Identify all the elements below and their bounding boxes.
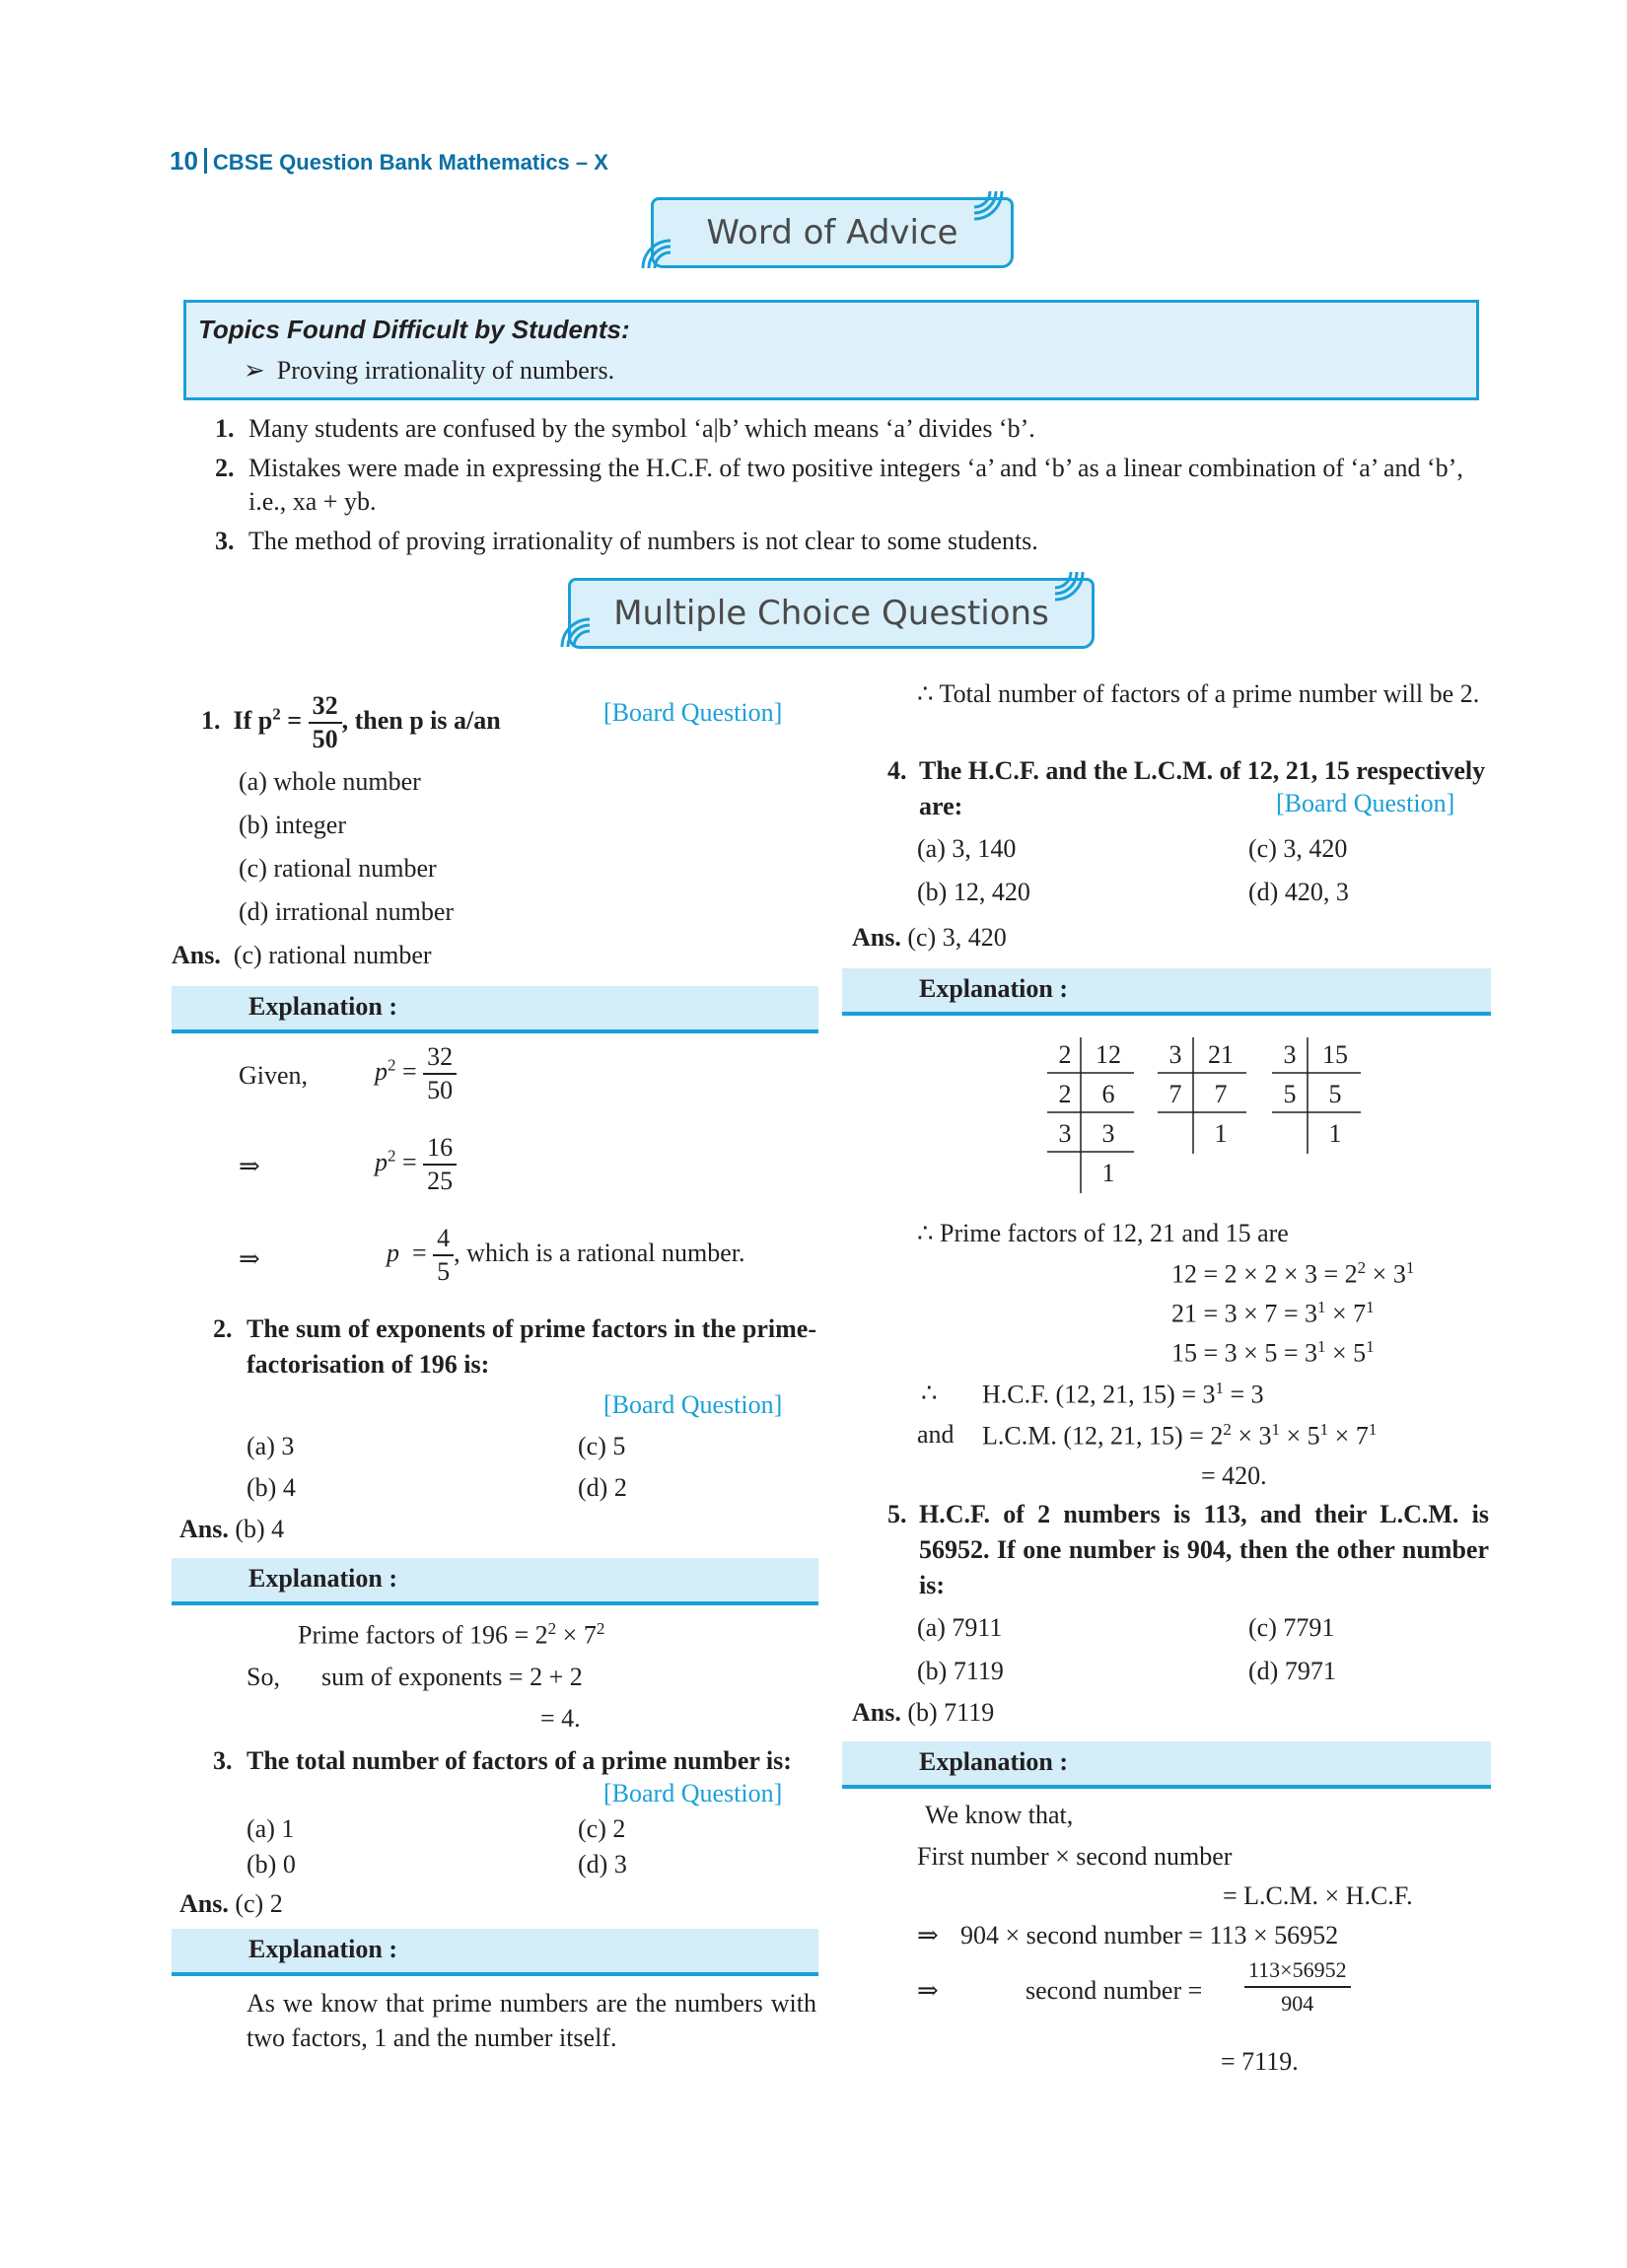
wave-arc-icon	[966, 187, 1006, 227]
option: (c) 5	[578, 1432, 626, 1460]
expl-line: L.C.M. (12, 21, $15) = 2^2 \times 3^1 \times 5^1 \times 7^1$	[982, 1420, 1378, 1451]
expl-line: Prime factors of $196 = 2^2 \times 7^2$	[298, 1619, 605, 1650]
option: (a) 3	[247, 1432, 295, 1460]
div-cell: 1	[1328, 1119, 1342, 1148]
option: (c) rational number	[239, 854, 437, 883]
option: (d) 2	[578, 1473, 627, 1502]
div-cell: 12	[1096, 1040, 1121, 1069]
wave-arc-icon	[558, 611, 598, 651]
wave-arc-icon	[1047, 568, 1087, 607]
answer-3: Ans. (c) 2	[179, 1889, 283, 1918]
expl-line: First number × second number	[917, 1842, 1233, 1871]
option: (d) 420, 3	[1248, 878, 1349, 906]
option: (b) integer	[239, 811, 347, 839]
question-2: 2. The sum of exponents of prime factors in the prime-factorisation of 196 is:	[213, 1314, 816, 1379]
div-cell: 2	[1058, 1040, 1072, 1069]
equation: p = $\frac{4}{5}$ , which is a rational number.	[387, 1224, 745, 1286]
so-label: So,	[247, 1663, 280, 1691]
running-header	[170, 146, 608, 177]
div-cell: 3	[1058, 1119, 1072, 1148]
option: (d) 7971	[1248, 1657, 1336, 1685]
topics-heading: Topics Found Difficult by Students:	[198, 315, 630, 344]
div-cell: 1	[1214, 1119, 1228, 1148]
expl-line: H.C.F. (12, 21, $15) = 3^1 = 3$	[982, 1379, 1264, 1409]
advice-item: 3. The method of proving irrationality of numbers is not clear to some students.	[215, 527, 1038, 555]
and-label: and	[917, 1420, 955, 1449]
board-question-tag: [Board Question]	[603, 698, 783, 727]
answer-2: Ans. (b) 4	[179, 1515, 285, 1543]
div-cell: 1	[1101, 1159, 1115, 1187]
advice-item: 1. Many students are confused by the symbol ‘a|b’ which means ‘a’ divides ‘b’.	[215, 414, 1035, 443]
explanation-bar: Explanation :	[842, 1741, 1491, 1789]
expl-line: second number =	[1026, 1976, 1203, 2005]
implies-icon: ⇒	[239, 1152, 260, 1180]
expl-line: $12 = 2 \times 2 \times 3 = 2^2 \times 3^1$	[1171, 1258, 1415, 1289]
option: (a) 1	[247, 1814, 295, 1843]
div-cell: 7	[1168, 1080, 1182, 1108]
section-title-advice: Word of Advice	[706, 213, 958, 252]
topics-box	[183, 300, 1479, 400]
section-title-mcq: Multiple Choice Questions	[613, 594, 1049, 633]
expl-line: = L.C.M. × H.C.F.	[1223, 1881, 1413, 1910]
page-number: 10	[170, 146, 198, 176]
explanation-bar: Explanation :	[172, 986, 818, 1033]
option: (d) 3	[578, 1850, 627, 1878]
option: (d) irrational number	[239, 897, 455, 926]
option: (a) whole number	[239, 767, 421, 796]
div-cell: 5	[1328, 1080, 1342, 1108]
expl-line: We know that,	[925, 1801, 1074, 1829]
div-cell: 3	[1101, 1119, 1115, 1148]
option: (b) 4	[247, 1473, 296, 1502]
div-cell: 21	[1208, 1040, 1234, 1069]
div-cell: 3	[1283, 1040, 1297, 1069]
expl-line: = 4.	[540, 1704, 581, 1733]
division-ladders	[1035, 1033, 1430, 1201]
expl-line: $15 = 3 \times 5 = 3^1 \times 5^1$	[1171, 1337, 1375, 1368]
book-title: CBSE Question Bank Mathematics – X	[212, 150, 608, 175]
question-4: 4. The H.C.F. and the L.C.M. of 12, 21, 15 respectively are:	[887, 756, 1486, 820]
expl-line: ∴ Prime factors of 12, 21 and 15 are	[917, 1219, 1289, 1247]
explanation-bar: Explanation :	[172, 1929, 818, 1976]
answer-1: Ans. (c) rational number	[172, 941, 432, 969]
expl-line: sum of exponents = 2 + 2	[321, 1663, 583, 1691]
div-cell: 7	[1214, 1080, 1228, 1108]
expl-line: 904 × second number = 113 × 56952	[960, 1921, 1339, 1949]
equation: $p^2$ = $\frac{16}{25}$	[375, 1132, 457, 1197]
option: (c) 7791	[1248, 1613, 1335, 1642]
arrow-bullet-icon: ➢	[244, 356, 265, 385]
answer-4: Ans. (c) 3, 420	[852, 923, 1007, 952]
equation: $p^2$ = $\frac{32}{50}$	[375, 1041, 457, 1106]
div-cell: 2	[1058, 1080, 1072, 1108]
div-cell: 3	[1168, 1040, 1182, 1069]
expl-line: = 420.	[1201, 1461, 1267, 1490]
section-banner-advice	[651, 197, 1014, 268]
header-divider	[204, 148, 207, 174]
option: (a) 3, 140	[917, 834, 1017, 863]
explanation-bar: Explanation :	[842, 968, 1491, 1016]
q3-continuation: ∴ Total number of factors of a prime number will be 2.	[917, 679, 1480, 708]
therefore-icon: ∴	[921, 1379, 938, 1407]
answer-5: Ans. (b) 7119	[852, 1698, 995, 1727]
option: (c) 3, 420	[1248, 834, 1348, 863]
question-5: 5. H.C.F. of 2 numbers is 113, and their L.C.M. is 56952. If one number is 904, then the other number is:	[887, 1500, 1489, 1599]
topics-item: ➢ Proving irrationality of numbers.	[244, 356, 615, 385]
div-cell: 5	[1283, 1080, 1297, 1108]
given-label: Given,	[239, 1061, 309, 1090]
board-question-tag: [Board Question]	[603, 1390, 783, 1419]
implies-icon: ⇒	[917, 1921, 939, 1949]
implies-icon: ⇒	[917, 1976, 939, 2005]
expl-line: $21 = 3 \times 7 = 3^1 \times 7^1$	[1171, 1298, 1375, 1328]
option: (b) 12, 420	[917, 878, 1030, 906]
option: (b) 7119	[917, 1657, 1004, 1685]
advice-item: 2. Mistakes were made in expressing the H.C.F. of two positive integers ‘a’ and ‘b’ as a linear combination of ‘a’ and ‘b’, i.e., xa + yb.	[215, 454, 1463, 516]
option: (b) 0	[247, 1850, 296, 1878]
question-1: 1. If $p^2$ = $\frac{32}{50}$ , then p is a/an	[201, 691, 501, 753]
explanation-bar: Explanation :	[172, 1558, 818, 1605]
board-question-tag: [Board Question]	[603, 1779, 783, 1807]
option: (a) 7911	[917, 1613, 1003, 1642]
board-question-tag: [Board Question]	[1276, 789, 1455, 817]
question-3: 3. The total number of factors of a prime number is:	[213, 1746, 792, 1775]
div-cell: 6	[1101, 1080, 1115, 1108]
wave-arc-icon	[639, 233, 678, 272]
option: (c) 2	[578, 1814, 626, 1843]
fraction: $\frac{113\times 56952}{904}$	[1244, 1954, 1351, 2020]
section-banner-mcq	[568, 578, 1095, 649]
implies-icon: ⇒	[239, 1244, 260, 1273]
expl-line: = 7119.	[1221, 2047, 1299, 2076]
expl-text: As we know that prime numbers are the numbers with two factors, 1 and the number itself.	[247, 1989, 816, 2052]
div-cell: 15	[1322, 1040, 1348, 1069]
